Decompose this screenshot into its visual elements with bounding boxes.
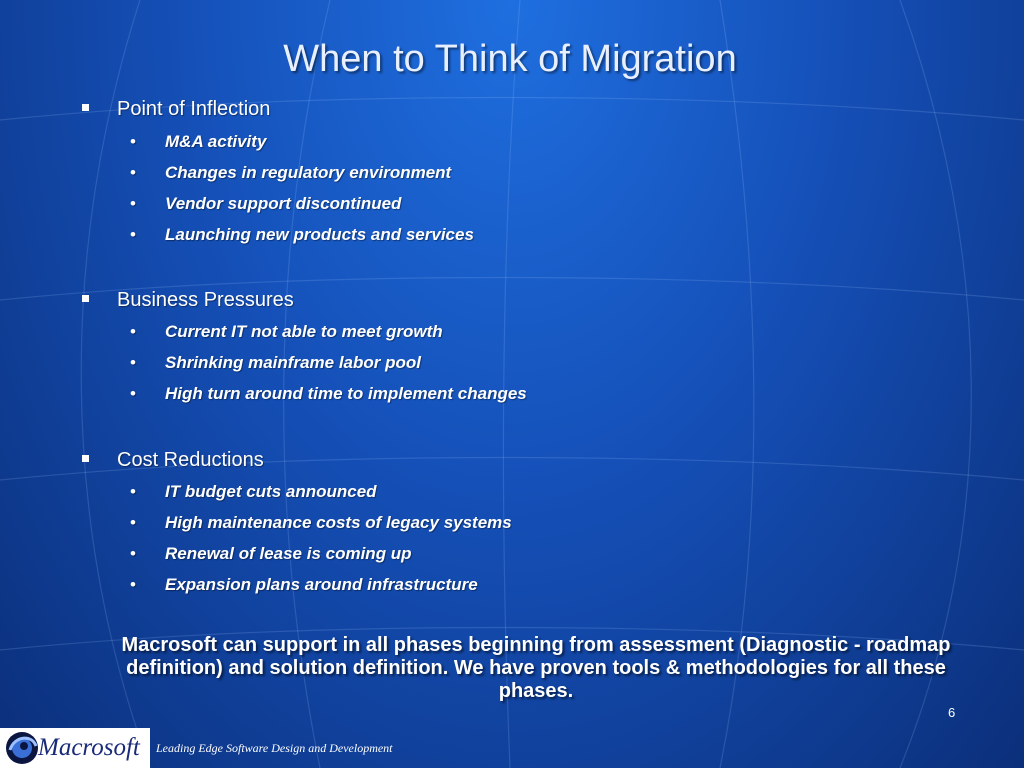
- list-item-text: High turn around time to implement changes: [165, 384, 527, 403]
- list-item-text: Changes in regulatory environment: [165, 163, 452, 182]
- list-item: [130, 513, 512, 533]
- list-item-text: IT budget cuts announced: [165, 482, 377, 501]
- square-bullet-icon: [82, 295, 89, 302]
- dot-bullet-icon: •: [130, 322, 136, 341]
- square-bullet-icon: [82, 455, 89, 462]
- section-heading-point-of-inflection: [82, 98, 270, 121]
- list-item-text: Shrinking mainframe labor pool: [165, 353, 421, 372]
- list-item-text: Current IT not able to meet growth: [165, 322, 443, 341]
- list-item: [130, 194, 401, 214]
- dot-bullet-icon: •: [130, 194, 136, 213]
- section-heading-text: Point of Inflection: [117, 98, 271, 120]
- dot-bullet-icon: •: [130, 482, 136, 501]
- dot-bullet-icon: •: [130, 353, 136, 372]
- list-item-text: Vendor support discontinued: [165, 194, 402, 213]
- macrosoft-swirl-logo-icon: [2, 728, 42, 768]
- logo-text: Macrosoft: [38, 734, 140, 761]
- list-item: [130, 225, 474, 245]
- section-heading-text: Cost Reductions: [117, 449, 264, 471]
- dot-bullet-icon: •: [130, 575, 136, 594]
- section-heading-text: Business Pressures: [117, 289, 294, 311]
- slide-title: When to Think of Migration: [283, 38, 737, 80]
- dot-bullet-icon: •: [130, 163, 136, 182]
- list-item-text: Renewal of lease is coming up: [165, 544, 412, 563]
- list-item-text: High maintenance costs of legacy systems: [165, 513, 512, 532]
- section-heading-cost-reductions: [82, 449, 264, 472]
- list-item: [130, 575, 478, 595]
- page-number: 6: [948, 705, 956, 720]
- dot-bullet-icon: •: [130, 544, 136, 563]
- list-item-text: Expansion plans around infrastructure: [165, 575, 478, 594]
- list-item: [130, 544, 412, 564]
- list-item: [130, 384, 527, 404]
- square-bullet-icon: [82, 104, 89, 111]
- list-item: [130, 322, 443, 342]
- dot-bullet-icon: •: [130, 513, 136, 532]
- list-item: [130, 163, 451, 183]
- summary-statement: Macrosoft can support in all phases beginning from assessment (Diagnostic - roadmap definition) and solution definition. We have proven tools & methodologies for all these phases.: [121, 634, 951, 702]
- list-item: [130, 482, 377, 502]
- list-item: [130, 353, 421, 373]
- company-logo: [0, 728, 150, 768]
- list-item-text: M&A activity: [165, 132, 267, 151]
- dot-bullet-icon: •: [130, 384, 136, 403]
- dot-bullet-icon: •: [130, 225, 136, 244]
- list-item: [130, 132, 266, 152]
- section-heading-business-pressures: [82, 289, 294, 312]
- dot-bullet-icon: •: [130, 132, 136, 151]
- footer-tagline: Leading Edge Software Design and Development: [156, 741, 393, 755]
- list-item-text: Launching new products and services: [165, 225, 474, 244]
